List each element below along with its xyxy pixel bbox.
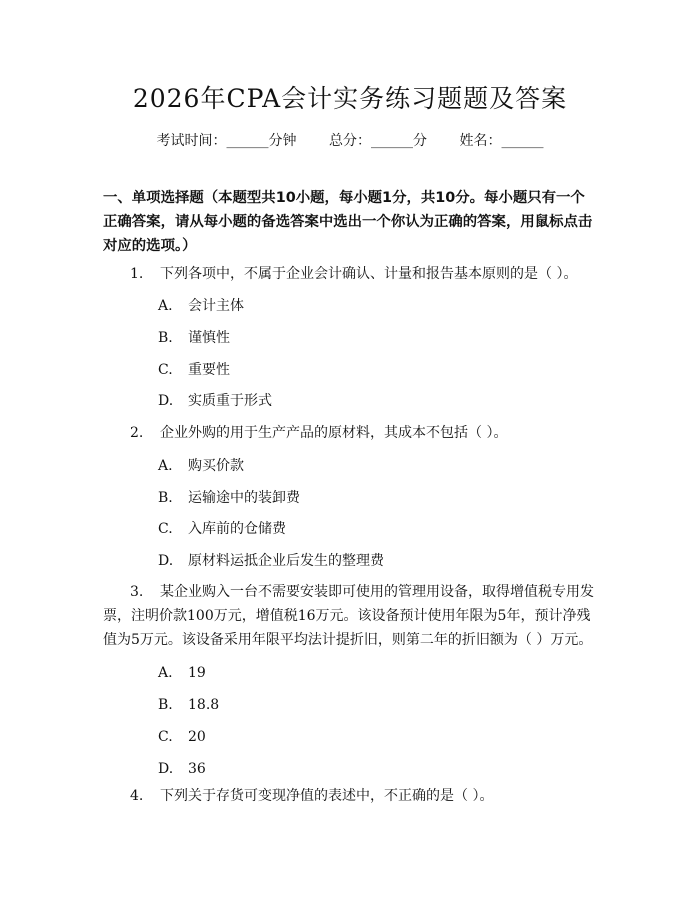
question-3 <box>103 580 598 652</box>
option-text: 18.8 <box>188 697 220 713</box>
option-text: 重要性 <box>188 362 230 378</box>
option-label: A. <box>158 665 173 681</box>
option-label: A. <box>158 458 173 474</box>
option-text: 运输途中的装卸费 <box>188 490 300 506</box>
option-label: D. <box>158 761 174 777</box>
option-2b[interactable] <box>158 488 300 508</box>
question-text: 企业外购的用于生产产品的原材料，其成本不包括（ ）。 <box>160 425 508 441</box>
section-heading: 一、单项选择题（本题型共10小题，每小题1分，共10分。每小题只有一个正确答案，请从每小题的备选答案中选出一个你认为正确的答案，用鼠标点击对应的选项。） <box>103 190 593 254</box>
option-label: D. <box>158 553 174 569</box>
exam-time-field: 考试时间：______分钟 <box>156 133 297 149</box>
option-2c[interactable] <box>158 519 286 539</box>
option-label: C. <box>158 362 173 378</box>
question-number: 4. <box>130 788 144 804</box>
option-2d[interactable] <box>158 551 384 571</box>
option-1a[interactable] <box>158 296 244 316</box>
option-label: C. <box>158 729 173 745</box>
question-text: 下列各项中，不属于企业会计确认、计量和报告基本原则的是（ ）。 <box>160 266 578 282</box>
page-title: 2026年CPA会计实务练习题题及答案 <box>132 84 568 113</box>
option-label: B. <box>158 330 173 346</box>
option-label: A. <box>158 298 173 314</box>
option-3d[interactable] <box>158 759 206 779</box>
option-3b[interactable] <box>158 695 219 715</box>
option-label: B. <box>158 490 173 506</box>
option-text: 19 <box>188 665 206 681</box>
question-4 <box>103 784 598 808</box>
total-score-field: 总分：______分 <box>329 133 427 149</box>
question-number: 2. <box>130 425 144 441</box>
question-text: 下列关于存货可变现净值的表述中，不正确的是（ ）。 <box>160 788 494 804</box>
option-text: 实质重于形式 <box>188 393 272 409</box>
option-text: 入库前的仓储费 <box>188 521 286 537</box>
option-label: D. <box>158 393 174 409</box>
option-3c[interactable] <box>158 727 206 747</box>
question-text: 某企业购入一台不需要安装即可使用的管理用设备，取得增值税专用发票，注明价款100万元，增值税16万元。该设备预计使用年限为5年，预计净残值为5万元。该设备采用年限平均法计提折旧，则第二年的折旧额为（ ）万元。 <box>103 584 594 648</box>
question-number: 1. <box>130 266 144 282</box>
question-1 <box>103 262 598 286</box>
option-text: 谨慎性 <box>188 330 230 346</box>
option-label: C. <box>158 521 173 537</box>
option-3a[interactable] <box>158 663 206 683</box>
option-1b[interactable] <box>158 328 230 348</box>
option-text: 36 <box>188 761 206 777</box>
option-text: 会计主体 <box>188 298 244 314</box>
option-2a[interactable] <box>158 456 244 476</box>
option-label: B. <box>158 697 173 713</box>
option-1d[interactable] <box>158 391 272 411</box>
option-text: 购买价款 <box>188 458 244 474</box>
option-text: 原材料运抵企业后发生的整理费 <box>188 553 384 569</box>
option-text: 20 <box>188 729 206 745</box>
question-2 <box>103 421 598 445</box>
exam-meta <box>0 131 700 151</box>
option-1c[interactable] <box>158 360 230 380</box>
name-field: 姓名：______ <box>459 133 544 149</box>
question-number: 3. <box>130 584 144 600</box>
